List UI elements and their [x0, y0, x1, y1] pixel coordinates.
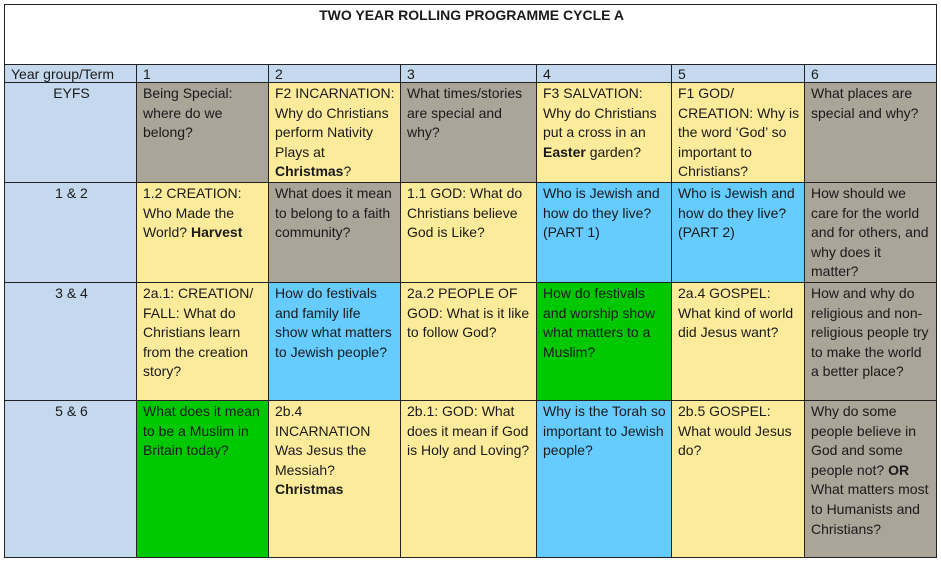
unit-cell: [401, 400, 537, 557]
unit-cell: [805, 400, 937, 557]
unit-cell: [672, 182, 805, 282]
unit-text-bold: Christmas: [275, 481, 344, 498]
programme-table: [4, 4, 937, 558]
unit-text: How should we care for the world and for others, and why does it matter?: [811, 184, 929, 280]
unit-text: F3 SALVATION: Why do Christians put a cross in an: [543, 85, 657, 141]
table-title: TWO YEAR ROLLING PROGRAMME CYCLE A: [5, 5, 937, 65]
unit-cell: [137, 182, 269, 282]
unit-text: 2a.1: CREATION/ FALL: What do Christians learn from the creation story?: [143, 284, 254, 380]
unit-cell: [672, 83, 805, 183]
unit-cell: [401, 83, 537, 183]
header-term-3: 3: [401, 65, 537, 83]
unit-cell: [269, 182, 401, 282]
row-year-5-6: [5, 400, 937, 557]
unit-text: 1.1 GOD: What do Christians believe God is Like?: [407, 184, 523, 241]
header-term-4: 4: [537, 65, 672, 83]
unit-text-bold: Christmas: [275, 163, 344, 180]
unit-text: 2a.2 PEOPLE OF GOD: What is it like to follow God?: [407, 284, 530, 341]
unit-text: How and why do religious and non-religious people try to make the world a better place?: [811, 284, 929, 380]
unit-text: 2b.5 GOSPEL: What would Jesus do?: [678, 402, 792, 459]
unit-text: F2 INCARNATION: Why do Christians perform Nativity Plays at: [275, 85, 395, 160]
header-row: [5, 65, 937, 83]
row-eyfs: [5, 83, 937, 183]
title-row: [5, 5, 937, 65]
unit-cell: [137, 83, 269, 183]
year-group-label: 5 & 6: [5, 400, 137, 557]
unit-text: How do festivals and family life show what matters to Jewish people?: [275, 284, 392, 360]
unit-text: Who is Jewish and how do they live? (PART 1): [543, 184, 660, 241]
unit-cell: [537, 182, 672, 282]
header-term-5: 5: [672, 65, 805, 83]
header-term-1: 1: [137, 65, 269, 83]
unit-text: 2b.1: GOD: What does it mean if God is Holy and Loving?: [407, 402, 530, 459]
header-term-6: 6: [805, 65, 937, 83]
unit-cell: [805, 282, 937, 400]
unit-text: ?: [343, 163, 352, 180]
unit-text: garden?: [585, 143, 642, 160]
unit-text: Being Special: where do we belong?: [143, 85, 233, 141]
unit-text: 1.2 CREATION: Who Made the World?: [143, 184, 242, 241]
unit-text: Who is Jewish and how do they live? (PART 2): [678, 184, 795, 241]
unit-text-bold: Easter: [543, 143, 586, 160]
header-term-2: 2: [269, 65, 401, 83]
unit-cell: [672, 400, 805, 557]
unit-text: What matters most to Humanists and Christians?: [811, 481, 929, 537]
unit-text: What places are special and why?: [811, 85, 919, 121]
year-group-label: EYFS: [5, 83, 137, 183]
unit-cell: [269, 400, 401, 557]
unit-text: 2a.4 GOSPEL: What kind of world did Jesus want?: [678, 284, 794, 341]
unit-cell: [269, 282, 401, 400]
unit-cell: [401, 182, 537, 282]
unit-cell: [537, 282, 672, 400]
unit-cell: [672, 282, 805, 400]
unit-text: What does it mean to be a Muslim in Britain today?: [143, 402, 260, 459]
row-year-1-2: [5, 182, 937, 282]
unit-cell: [805, 83, 937, 183]
year-group-label: 3 & 4: [5, 282, 137, 400]
unit-text: F1 GOD/ CREATION: Why is the word ‘God’ so important to Christians?: [678, 85, 800, 180]
unit-cell: [269, 83, 401, 183]
year-group-label: 1 & 2: [5, 182, 137, 282]
unit-text: What times/stories are special and why?: [407, 85, 523, 141]
unit-cell: [401, 282, 537, 400]
header-year-group: Year group/Term: [5, 65, 137, 83]
unit-text-bold: Harvest: [190, 224, 243, 241]
unit-text: How do festivals and worship show what matters to a Muslim?: [543, 284, 656, 360]
unit-cell: [137, 282, 269, 400]
unit-text-bold: OR: [888, 461, 910, 478]
unit-cell: [805, 182, 937, 282]
unit-text: Why do some people believe in God and some people not?: [811, 402, 917, 478]
unit-text: 2b.4 INCARNATION Was Jesus the Messiah?: [275, 402, 371, 478]
row-year-3-4: [5, 282, 937, 400]
unit-cell: [137, 400, 269, 557]
unit-text: What does it mean to belong to a faith community?: [275, 184, 392, 241]
unit-text: Why is the Torah so important to Jewish people?: [543, 402, 666, 459]
unit-cell: [537, 400, 672, 557]
unit-cell: [537, 83, 672, 183]
